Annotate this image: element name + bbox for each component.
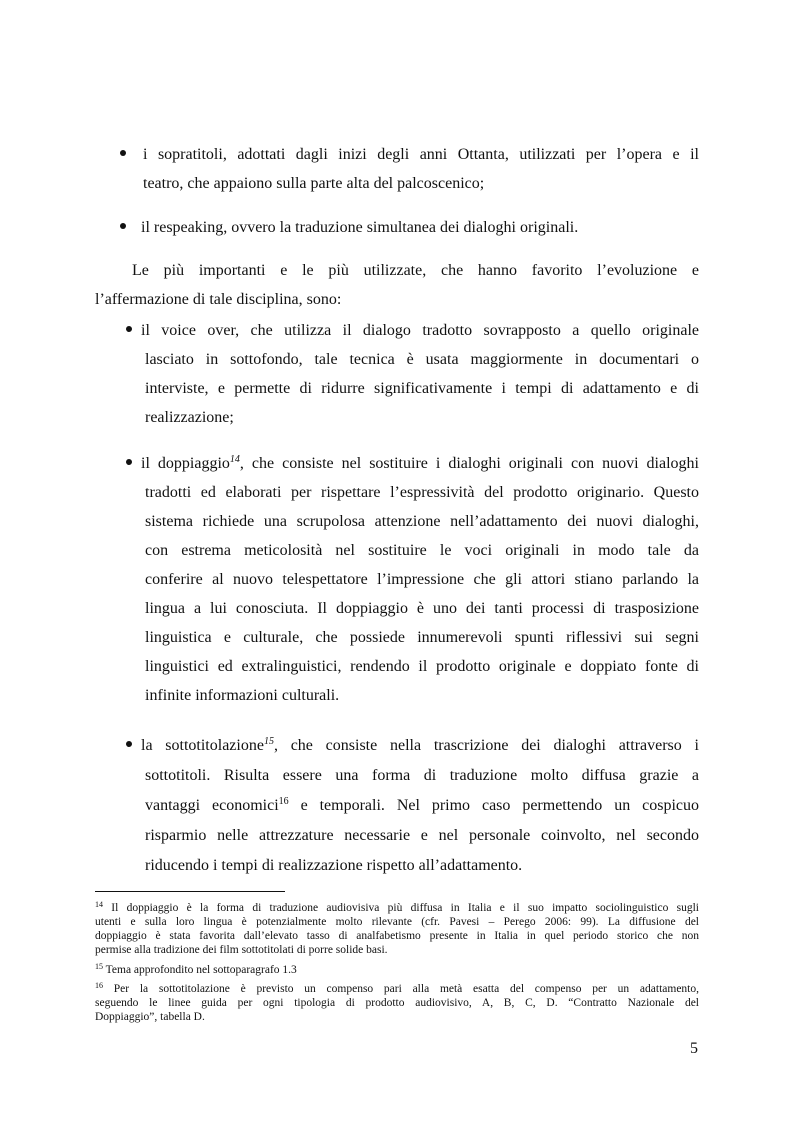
- footnote-line: [95, 982, 699, 996]
- footnote-mark: 14: [95, 900, 103, 909]
- footnote-ref-16[interactable]: 16: [278, 796, 289, 807]
- bullet-sopratitoli: [143, 140, 699, 198]
- bullet-dot: [120, 223, 126, 229]
- footnote-line: permise alla tradizione dei film sottotitolati di porre solide basi.: [95, 944, 388, 956]
- text-line: sistema richiede una scrupolosa attenzione nell’adattamento dei nuovi dialoghi,: [145, 513, 699, 530]
- bullet-dot: [120, 150, 126, 156]
- text-line: riducendo i tempi di realizzazione rispetto all’adattamento.: [145, 857, 523, 874]
- text-line: sottotitoli. Risulta essere una forma di traduzione molto diffusa grazie a: [145, 767, 699, 784]
- text-line: conferire al nuovo telespettatore l’impressione che gli attori stiano parlando la: [145, 571, 699, 588]
- bullet-voice-over: [141, 316, 699, 345]
- text-span: Tema approfondito nel sottoparagrafo 1.3: [103, 964, 297, 976]
- footnote-line: doppiaggio è stata favorita dall’elevato tasso di analfabetismo presente in Italia in quel periodo storico che non: [95, 930, 699, 942]
- text-line: lasciato in sottofondo, tale tecnica è usata maggiormente in documentari o: [145, 351, 699, 368]
- footnote-line: Doppiaggio”, tabella D.: [95, 1011, 205, 1023]
- text-line: risparmio nelle attrezzature necessarie e nel personale coinvolto, nel secondo: [145, 827, 699, 844]
- text-line: linguistica e culturale, che possiede innumerevoli spunti riflessivi sui segni: [145, 629, 699, 646]
- footnote-line: [95, 963, 699, 977]
- sottotitolazione-term: la sottotitolazione: [141, 737, 264, 754]
- bullet-dot: [126, 326, 132, 332]
- page-number: 5: [690, 1040, 698, 1057]
- text-line: lingua a lui conosciuta. Il doppiaggio è uno dei tanti processi di trasposizione: [145, 600, 699, 617]
- footnote-line: seguendo le linee guida per ogni tipologia di prodotto audiovisivo, A, B, C, D. “Contratto Nazionale del: [95, 997, 699, 1009]
- text-line: infinite informazioni culturali.: [145, 687, 340, 704]
- footnote-separator: [95, 891, 285, 892]
- footnote-ref-15[interactable]: 15: [263, 736, 274, 747]
- footnote-16: [95, 982, 699, 1024]
- bullet-doppiaggio: [141, 449, 699, 478]
- text-line: Le più importanti e le più utilizzate, che hanno favorito l’evoluzione e: [132, 262, 699, 279]
- bullet-respeaking: [141, 213, 701, 242]
- intro-paragraph: [95, 256, 699, 314]
- text-line: [145, 791, 699, 821]
- text-span: Il doppiaggio è la forma di traduzione audiovisiva più diffusa in Italia e il suo impatto sociolinguistico sugli: [103, 902, 699, 914]
- footnote-ref-14[interactable]: 14: [229, 454, 240, 465]
- text-line: interviste, e permette di ridurre significativamente i tempi di adattamento e di: [145, 380, 699, 397]
- footnote-line: [95, 901, 699, 915]
- footnote-line: utenti e sulla loro lingua è potenzialmente molto rilevante (cfr. Pavesi – Perego 2006: 99). La diffusione del: [95, 916, 699, 928]
- bullet-sottotitolazione: [141, 731, 699, 760]
- text-line: con estrema meticolosità nel sostituire le voci originali in modo tale da: [145, 542, 699, 559]
- text-span: e temporali. Nel primo caso permettendo un cospicuo: [288, 797, 699, 814]
- text-line: linguistici ed extralinguistici, rendendo il prodotto originale e doppiato fonte di: [145, 658, 699, 675]
- footnote-15: [95, 963, 699, 977]
- text-line: realizzazione;: [145, 409, 234, 426]
- text-line: [141, 731, 699, 760]
- sottotitolazione-continuation: [145, 761, 699, 881]
- doppiaggio-term: il doppiaggio: [141, 455, 230, 472]
- text-span: vantaggi economici: [145, 797, 279, 814]
- text-line: i sopratitoli, adottati dagli inizi degli anni Ottanta, utilizzati per l’opera e il: [143, 146, 699, 163]
- doppiaggio-continuation: [145, 478, 699, 710]
- text-line: tradotti ed elaborati per rispettare l’espressività del prodotto originario. Questo: [145, 484, 699, 501]
- footnote-mark: 15: [95, 962, 103, 971]
- text-line: [141, 449, 699, 478]
- footnote-14: [95, 901, 699, 957]
- text-span: Per la sottotitolazione è previsto un compenso pari alla metà esatta del compenso per un adattamento,: [103, 983, 699, 995]
- text-line: il respeaking, ovvero la traduzione simultanea dei dialoghi originali.: [141, 219, 579, 236]
- text-span: , che consiste nel sostituire i dialoghi originali con nuovi dialoghi: [239, 455, 699, 472]
- voice-over-continuation: [145, 345, 699, 432]
- bullet-dot: [126, 459, 132, 465]
- bullet-dot: [126, 741, 132, 747]
- footnote-mark: 16: [95, 981, 103, 990]
- text-span: , che consiste nella trascrizione dei dialoghi attraverso i: [273, 737, 699, 754]
- text-line: l’affermazione di tale disciplina, sono:: [95, 291, 342, 308]
- text-line: il voice over, che utilizza il dialogo tradotto sovrapposto a quello originale: [141, 322, 699, 339]
- text-line: teatro, che appaiono sulla parte alta del palcoscenico;: [143, 175, 485, 192]
